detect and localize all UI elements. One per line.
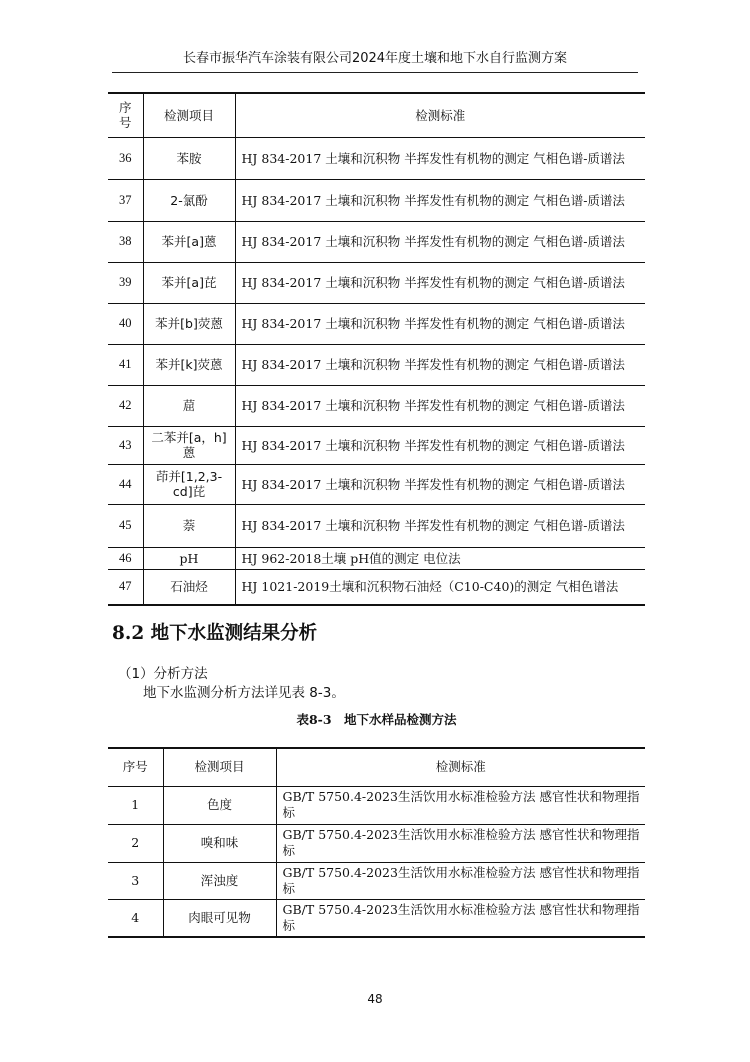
page-number: 48 bbox=[367, 992, 383, 1006]
row-item: 浑浊度 bbox=[163, 862, 276, 899]
row-no: 42 bbox=[108, 385, 143, 426]
row-item: 肉眼可见物 bbox=[163, 899, 276, 937]
table-caption: 表8-3 地下水样品检测方法 bbox=[296, 712, 457, 727]
row-no: 40 bbox=[108, 303, 143, 344]
row-no: 37 bbox=[108, 179, 143, 221]
table-row bbox=[108, 262, 645, 303]
row-no: 39 bbox=[108, 262, 143, 303]
column-header-item: 检测项目 bbox=[163, 748, 276, 786]
row-standard: GB/T 5750.4-2023生活饮用水标准检验方法 感官性状和物理指标 bbox=[276, 824, 645, 862]
table-row bbox=[108, 862, 645, 899]
row-no: 44 bbox=[108, 464, 143, 504]
column-header-no: 序号 bbox=[108, 93, 143, 137]
row-no: 4 bbox=[108, 899, 163, 937]
row-standard: GB/T 5750.4-2023生活饮用水标准检验方法 感官性状和物理指标 bbox=[276, 786, 645, 824]
header-divider bbox=[112, 72, 638, 73]
row-standard: HJ 834-2017 土壤和沉积物 半挥发性有机物的测定 气相色谱-质谱法 bbox=[235, 179, 645, 221]
row-item: 苯并[b]荧蒽 bbox=[143, 303, 235, 344]
row-standard: HJ 834-2017 土壤和沉积物 半挥发性有机物的测定 气相色谱-质谱法 bbox=[235, 464, 645, 504]
groundwater-test-methods-table bbox=[108, 747, 645, 938]
row-item: pH bbox=[143, 547, 235, 569]
row-no: 41 bbox=[108, 344, 143, 385]
column-header-item: 检测项目 bbox=[143, 93, 235, 137]
row-item: 萘 bbox=[143, 504, 235, 547]
row-no: 36 bbox=[108, 137, 143, 179]
section-heading: 8.2 地下水监测结果分析 bbox=[112, 623, 318, 644]
table-row bbox=[108, 464, 645, 504]
row-item: 嗅和味 bbox=[163, 824, 276, 862]
row-standard: HJ 1021-2019土壤和沉积物石油烃（C10-C40)的测定 气相色谱法 bbox=[235, 569, 645, 605]
row-no: 38 bbox=[108, 221, 143, 262]
table-row bbox=[108, 179, 645, 221]
row-item: 茚并[1,2,3-cd]芘 bbox=[143, 464, 235, 504]
row-standard: HJ 834-2017 土壤和沉积物 半挥发性有机物的测定 气相色谱-质谱法 bbox=[235, 262, 645, 303]
row-standard: HJ 834-2017 土壤和沉积物 半挥发性有机物的测定 气相色谱-质谱法 bbox=[235, 137, 645, 179]
soil-test-methods-table bbox=[108, 92, 645, 606]
row-item: 苯并[a]芘 bbox=[143, 262, 235, 303]
column-header-standard: 检测标准 bbox=[235, 93, 645, 137]
row-item: 䓛 bbox=[143, 385, 235, 426]
row-item: 苯胺 bbox=[143, 137, 235, 179]
row-standard: HJ 834-2017 土壤和沉积物 半挥发性有机物的测定 气相色谱-质谱法 bbox=[235, 504, 645, 547]
table-row bbox=[108, 344, 645, 385]
row-no: 47 bbox=[108, 569, 143, 605]
table-header-row bbox=[108, 93, 645, 137]
table-row bbox=[108, 426, 645, 464]
table-row bbox=[108, 824, 645, 862]
row-item: 苯并[a]蒽 bbox=[143, 221, 235, 262]
row-standard: HJ 834-2017 土壤和沉积物 半挥发性有机物的测定 气相色谱-质谱法 bbox=[235, 385, 645, 426]
row-item: 色度 bbox=[163, 786, 276, 824]
row-standard: GB/T 5750.4-2023生活饮用水标准检验方法 感官性状和物理指标 bbox=[276, 899, 645, 937]
table-row bbox=[108, 504, 645, 547]
row-item: 苯并[k]荧蒽 bbox=[143, 344, 235, 385]
column-header-no: 序号 bbox=[108, 748, 163, 786]
row-no: 43 bbox=[108, 426, 143, 464]
table-row bbox=[108, 786, 645, 824]
document-header-title: 长春市振华汽车涂装有限公司2024年度土壤和地下水自行监测方案 bbox=[182, 51, 568, 66]
table-row bbox=[108, 303, 645, 344]
row-standard: HJ 834-2017 土壤和沉积物 半挥发性有机物的测定 气相色谱-质谱法 bbox=[235, 221, 645, 262]
row-standard: HJ 962-2018土壤 pH值的测定 电位法 bbox=[235, 547, 645, 569]
table-header-row bbox=[108, 748, 645, 786]
row-item: 石油烃 bbox=[143, 569, 235, 605]
row-no: 3 bbox=[108, 862, 163, 899]
table-row bbox=[108, 385, 645, 426]
body-paragraph: 地下水监测分析方法详见表 8-3。 bbox=[143, 685, 345, 701]
table-row bbox=[108, 547, 645, 569]
row-item: 二苯并[a，h]蒽 bbox=[143, 426, 235, 464]
subsection-label: （1）分析方法 bbox=[118, 666, 208, 682]
table-row bbox=[108, 899, 645, 937]
row-no: 2 bbox=[108, 824, 163, 862]
row-standard: HJ 834-2017 土壤和沉积物 半挥发性有机物的测定 气相色谱-质谱法 bbox=[235, 303, 645, 344]
row-no: 1 bbox=[108, 786, 163, 824]
row-item: 2-氯酚 bbox=[143, 179, 235, 221]
row-standard: GB/T 5750.4-2023生活饮用水标准检验方法 感官性状和物理指标 bbox=[276, 862, 645, 899]
row-no: 45 bbox=[108, 504, 143, 547]
row-no: 46 bbox=[108, 547, 143, 569]
row-standard: HJ 834-2017 土壤和沉积物 半挥发性有机物的测定 气相色谱-质谱法 bbox=[235, 426, 645, 464]
row-standard: HJ 834-2017 土壤和沉积物 半挥发性有机物的测定 气相色谱-质谱法 bbox=[235, 344, 645, 385]
column-header-standard: 检测标准 bbox=[276, 748, 645, 786]
table-row bbox=[108, 137, 645, 179]
table-row bbox=[108, 569, 645, 605]
table-row bbox=[108, 221, 645, 262]
